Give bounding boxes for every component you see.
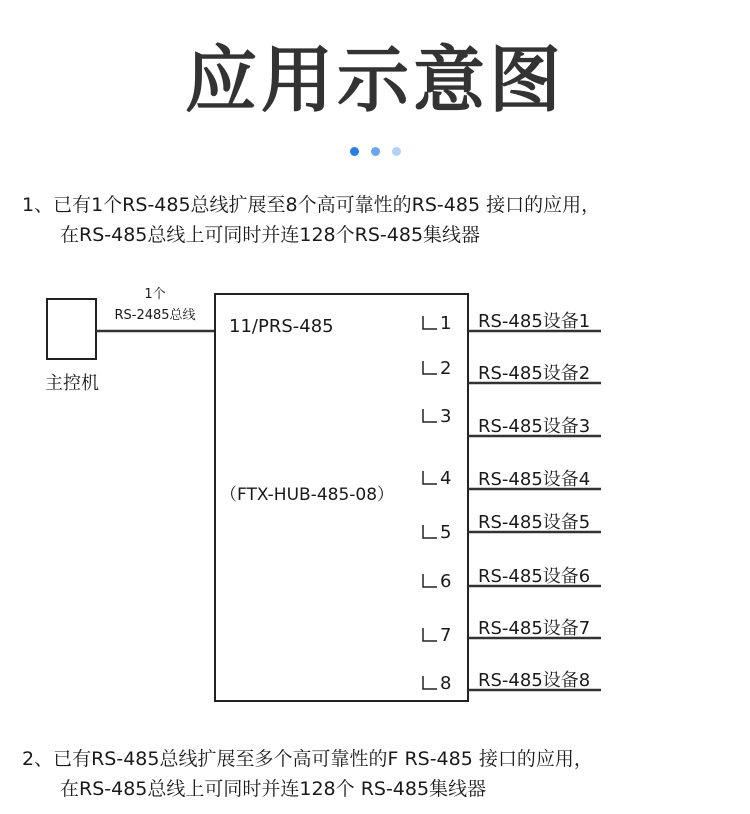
port-number: 8: [440, 673, 452, 694]
section-2-text: [22, 744, 737, 804]
host-box: [47, 299, 96, 359]
page-title: 应用示意图: [184, 38, 565, 122]
link-count-label: 1个: [144, 287, 166, 302]
section-1-line-1: 1、已有1个RS-485总线扩展至8个高可靠性的RS-485 接口的应用，: [22, 194, 601, 216]
device-label: RS-485设备5: [478, 512, 591, 533]
section-2-line-1: 2、已有RS-485总线扩展至多个高可靠性的F RS-485 接口的应用，: [22, 748, 593, 770]
link-bus-label: RS-2485总线: [114, 308, 196, 323]
section-2-line-2: 在RS-485总线上可同时并连128个 RS-485集线器: [60, 778, 487, 800]
port-number: 2: [440, 358, 452, 379]
port-number: 5: [440, 522, 452, 543]
port-4: [423, 468, 601, 490]
device-label: RS-485设备3: [478, 416, 591, 437]
port-1: [423, 311, 601, 334]
port-number: 3: [440, 406, 452, 427]
port-number: 7: [440, 625, 452, 646]
port-8: [423, 670, 601, 694]
device-label: RS-485设备1: [478, 311, 591, 332]
device-label: RS-485设备8: [478, 670, 591, 691]
port-number: 6: [440, 571, 452, 592]
device-label: RS-485设备4: [478, 469, 591, 490]
port-number: 4: [440, 468, 452, 489]
device-label: RS-485设备2: [478, 363, 591, 384]
device-label: RS-485设备7: [478, 618, 591, 639]
host-label: 主控机: [45, 373, 99, 394]
hub-model-label: 11/PRS-485: [229, 316, 334, 337]
device-label: RS-485设备6: [478, 566, 591, 587]
hub-code-label: （FTX-HUB-485-08）: [220, 485, 395, 505]
section-1-line-2: 在RS-485总线上可同时并连128个RS-485集线器: [60, 224, 481, 246]
port-number: 1: [440, 313, 452, 334]
